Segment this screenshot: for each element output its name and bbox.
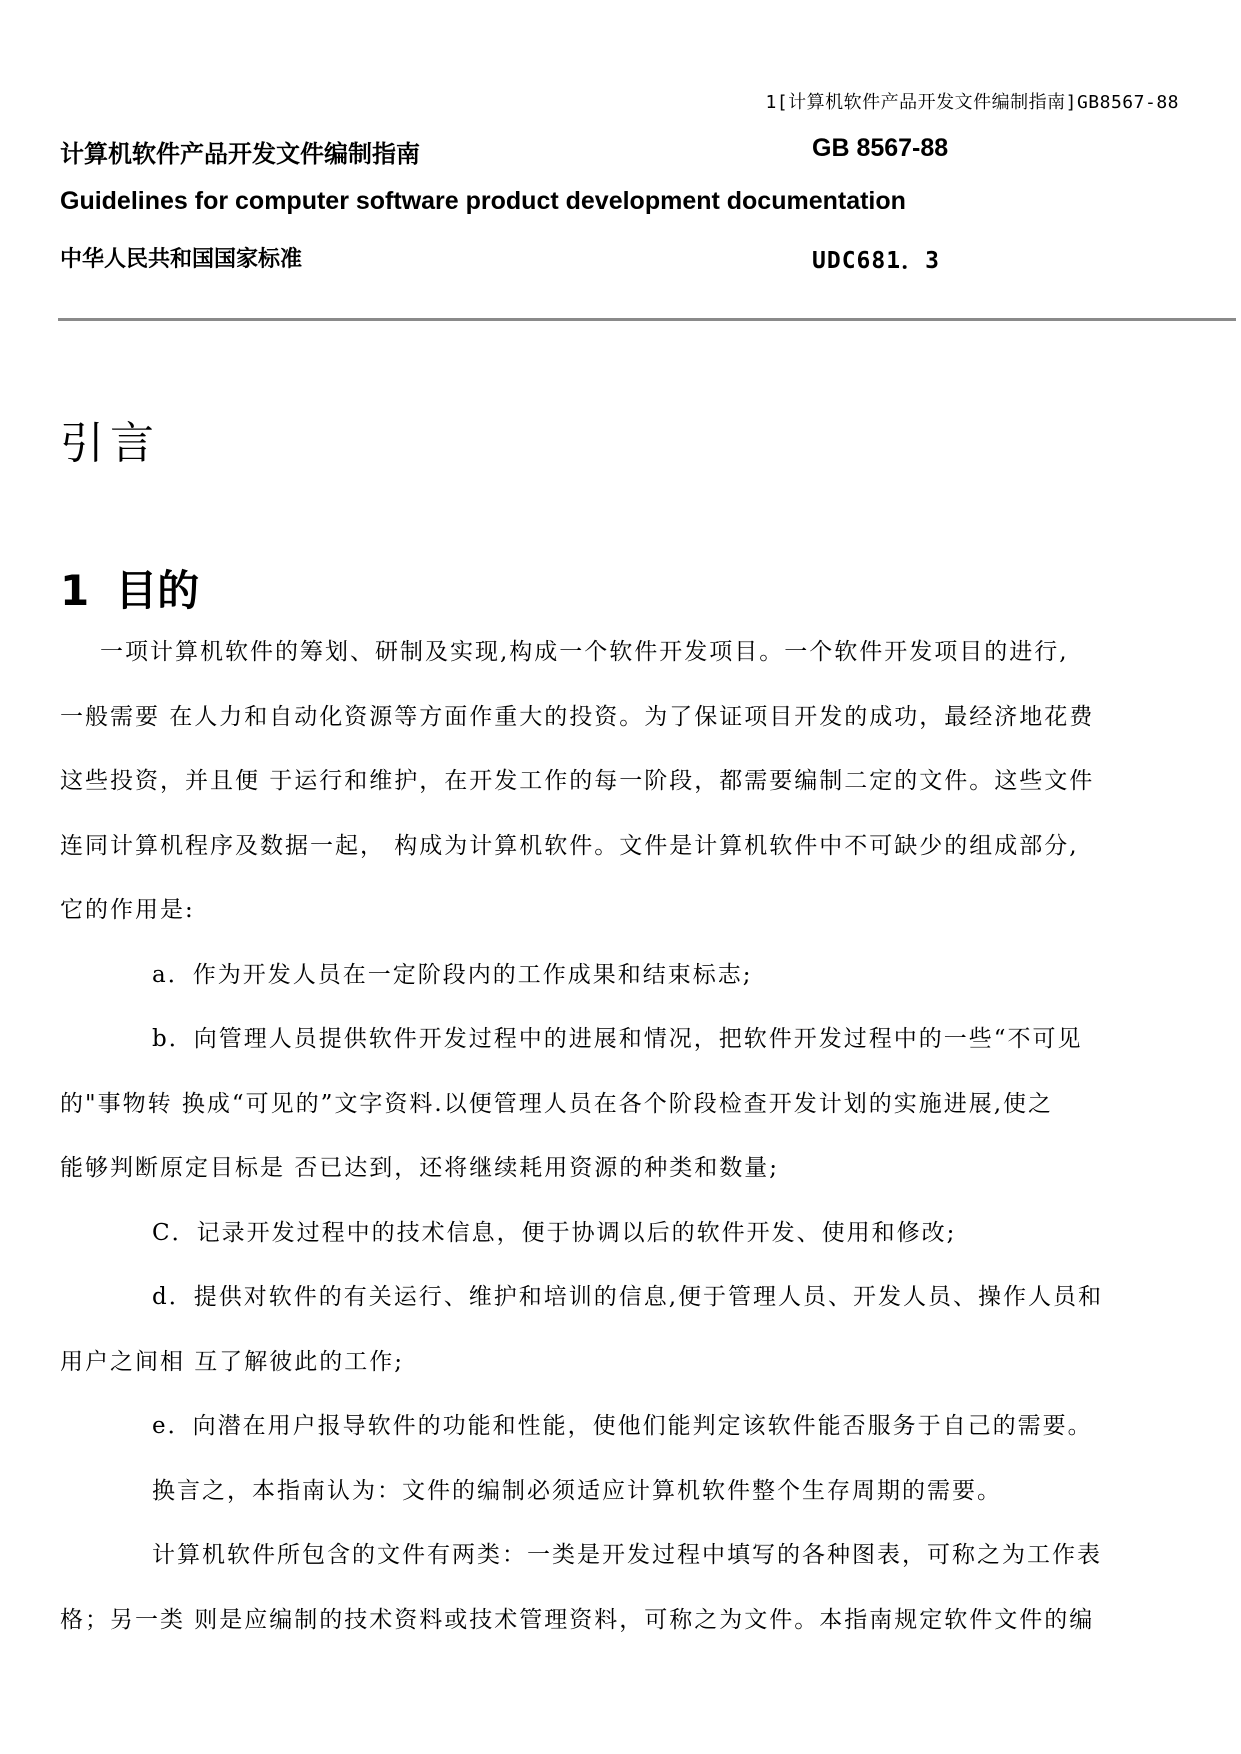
running-header: 1[计算机软件产品开发文件编制指南]GB8567-88 xyxy=(765,92,1179,113)
body-line: 一项计算机软件的筹划、研制及实现,构成一个软件开发项目。一个软件开发项目的进行, xyxy=(100,639,1069,665)
document-title-cn: 计算机软件产品开发文件编制指南 xyxy=(60,140,420,168)
body-paragraph: 计算机软件所包含的文件有两类：一类是开发过程中填写的各种图表，可称之为工作表 xyxy=(152,1542,1102,1568)
list-item-b: b．向管理人员提供软件开发过程中的进展和情况，把软件开发过程中的一些“不可见 xyxy=(152,1026,1083,1052)
body-line: 格；另一类 则是应编制的技术资料或技术管理资料，可称之为文件。本指南规定软件文件的编 xyxy=(60,1606,1095,1633)
section-number: 1 xyxy=(60,566,90,615)
list-item-a: a．作为开发人员在一定阶段内的工作成果和结束标志; xyxy=(152,961,753,988)
list-item-e: e．向潜在用户报导软件的功能和性能，使他们能判定该软件能否服务于自己的需要。 xyxy=(152,1413,1093,1439)
udc-number: UDC681．3 xyxy=(812,248,940,274)
body-line: 能够判断原定目标是 否已达到，还将继续耗用资源的种类和数量; xyxy=(60,1155,780,1181)
header-divider xyxy=(58,318,1236,321)
section-title: 目的 xyxy=(115,566,200,615)
body-line: 的"事物转 换成“可见的”文字资料.以便管理人员在各个阶段检查开发计划的实施进展,使之 xyxy=(60,1090,1054,1117)
section-heading xyxy=(60,558,199,618)
document-title-en: Guidelines for computer software product development documentation xyxy=(60,187,906,215)
body-line: 这些投资，并且便 于运行和维护，在开发工作的每一阶段，都需要编制二定的文件。这些文件 xyxy=(60,768,1095,794)
body-line: 一般需要 在人力和自动化资源等方面作重大的投资。为了保证项目开发的成功，最经济地花费 xyxy=(60,703,1095,730)
standard-number: GB 8567-88 xyxy=(812,134,949,162)
list-item-c: C．记录开发过程中的技术信息，便于协调以后的软件开发、使用和修改; xyxy=(152,1219,957,1246)
body-paragraph: 换言之，本指南认为：文件的编制必须适应计算机软件整个生存周期的需要。 xyxy=(152,1477,1002,1504)
intro-heading: 引言 xyxy=(60,418,160,469)
body-line: 它的作用是: xyxy=(60,897,195,923)
body-line: 用户之间相 互了解彼此的工作; xyxy=(60,1348,405,1375)
list-item-d: d．提供对软件的有关运行、维护和培训的信息,便于管理人员、开发人员、操作人员和 xyxy=(152,1284,1104,1310)
body-line: 连同计算机程序及数据一起， 构成为计算机软件。文件是计算机软件中不可缺少的组成部分, xyxy=(60,832,1079,859)
body-text xyxy=(60,620,1175,1652)
issuer: 中华人民共和国国家标准 xyxy=(60,247,303,272)
